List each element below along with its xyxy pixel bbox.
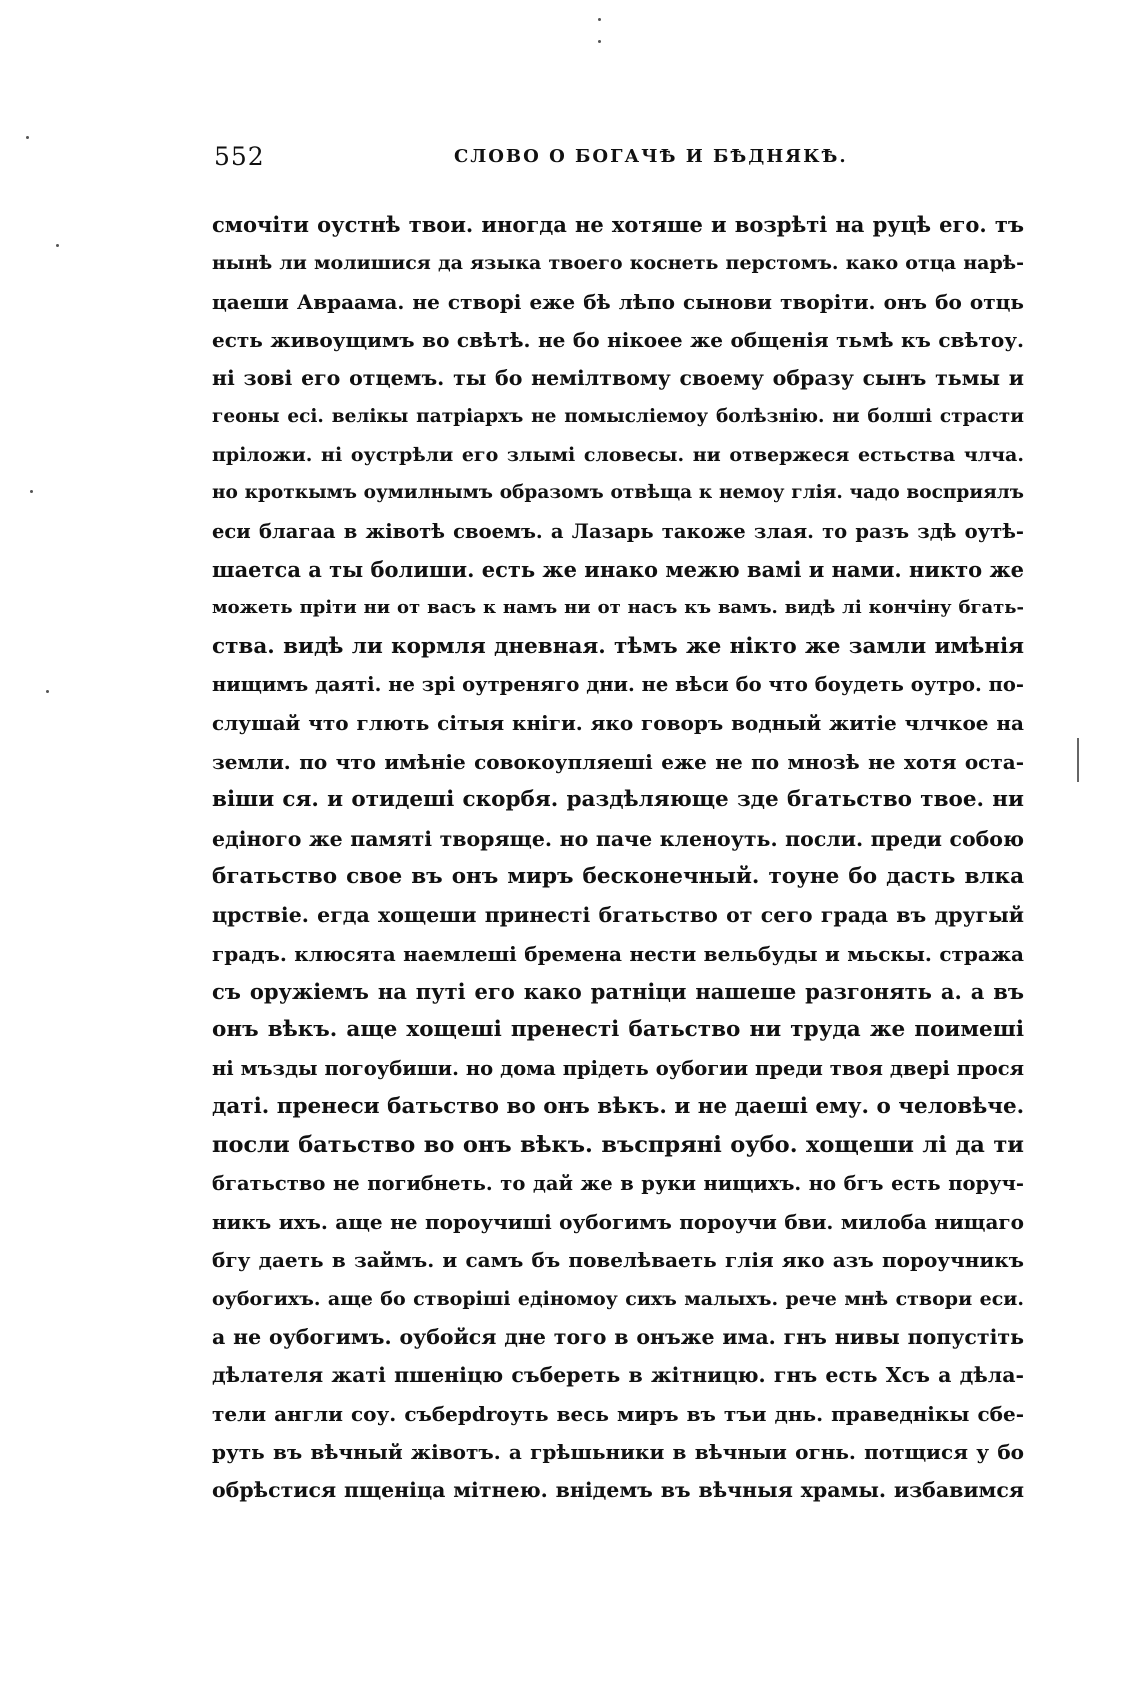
ink-speck bbox=[598, 18, 601, 21]
text-line: есть живоущимъ во свѣтѣ. не бо нікоее же общенія тьмѣ къ свѣтоу. bbox=[212, 328, 1024, 353]
text-line: шаетса а ты болиши. есть же инако межю вамі и нами. никто же bbox=[212, 557, 1024, 583]
running-title: СЛОВО О БОГАЧѢ И БѢДНЯКѢ. bbox=[454, 146, 848, 167]
text-line: обрѣстися пщеніца мітнею. внідемъ въ вѣчныя храмы. избавимся bbox=[212, 1478, 1024, 1503]
ink-speck bbox=[46, 690, 49, 693]
text-line: оубогихъ. аще бо створіші едіномоу сихъ малыхъ. рече мнѣ створи еси. bbox=[212, 1287, 1024, 1310]
text-line: руть въ вѣчный жівотъ. а грѣшьники в вѣчныи огнь. потщися у бо bbox=[212, 1440, 1024, 1464]
text-line: пріложи. ні оустрѣли его злымі словесы. ни отвержеся естьства члча. bbox=[212, 444, 1024, 467]
text-line: бгу даеть в займъ. и самъ бъ повелѣваеть глія яко азъ пороучникъ bbox=[212, 1248, 1024, 1273]
text-line: но кроткымъ оумилнымъ образомъ отвѣща к немоу глія. чадо восприялъ bbox=[212, 482, 1024, 504]
text-line: црствіе. егда хощеши принесті бгатьство от сего града въ другый bbox=[212, 903, 1024, 928]
page-number: 552 bbox=[214, 142, 265, 171]
text-line: віши ся. и отидеші скорбя. раздѣляюще зде бгатьство твое. ни bbox=[212, 787, 1024, 813]
text-line: градъ. клюсята наемлеші бремена нести вельбуды и мьскы. стража bbox=[212, 941, 1024, 966]
ink-speck bbox=[26, 136, 29, 139]
text-line: геоны есі. велікы патріархъ не помысліемоу болѣзнію. ни болші страсти bbox=[212, 405, 1024, 427]
ink-speck bbox=[30, 490, 33, 493]
body-text bbox=[212, 206, 1024, 1510]
text-line: бгатьство не погибнеть. то дай же в руки нищихъ. но бгъ есть поруч- bbox=[212, 1171, 1024, 1195]
text-line: а не оубогимъ. оубойся дне того в онъже има. гнъ нивы попустіть bbox=[212, 1324, 1024, 1349]
text-line: цаеши Авраама. не створі еже бѣ лѣпо сынови творіти. онъ бо отць bbox=[212, 289, 1024, 314]
text-line: еси благаа в жівотѣ своемъ. а Лазарь такоже злая. то разъ здѣ оутѣ- bbox=[212, 519, 1024, 543]
text-line: ні мъзды погоубиши. но дома прідеть оубогии преди твоя дверi прося bbox=[212, 1056, 1024, 1080]
text-line: дѣлателя жаті пшеніцю събереть в жітницю. гнъ есть Хсъ а дѣла- bbox=[212, 1363, 1024, 1388]
text-line: бгатьство свое въ онъ миръ бесконечный. тоуне бо дасть влка bbox=[212, 863, 1024, 889]
text-line: едіного же памяті творяще. но паче кленоуть. посли. преди собою bbox=[212, 826, 1024, 851]
text-line: земли. по что имѣніе совокоупляеші еже не по мнозѣ не хотя оста- bbox=[212, 749, 1024, 774]
text-line: смочіти оустнѣ твои. иногда не хотяше и возрѣті на руцѣ его. тъ bbox=[212, 212, 1024, 237]
ink-speck bbox=[56, 244, 59, 247]
text-line: нынѣ ли молишися да языка твоего коснеть перстомъ. како отца нарѣ- bbox=[212, 252, 1024, 275]
text-line: никъ ихъ. аще не пороучиші оубогимъ пороучи бви. милоба нищаго bbox=[212, 1209, 1024, 1234]
text-line: слушай что глють сітыя кніги. яко говоръ водный житіе члчкое на bbox=[212, 711, 1024, 736]
text-line: датi. пренеси батьство во онъ вѣкъ. и не даеші ему. о человѣче. bbox=[212, 1093, 1024, 1119]
text-line: можеть пріти ни от васъ к намъ ни от насъ къ вамъ. видѣ лі кончіну бгать- bbox=[212, 597, 1024, 619]
text-line: посли батьство во онъ вѣкъ. въспряні оубо. хощеши лі да ти bbox=[212, 1132, 1024, 1159]
text-line: ні зові его отцемъ. ты бо немілтвому своему образу сынъ тьмы и bbox=[212, 366, 1024, 391]
text-line: ства. видѣ ли кормля дневная. тѣмъ же нікто же замли имѣнія bbox=[212, 633, 1024, 659]
text-line: тели англи соу. съберdroуть весь миръ въ тъи днь. праведнікы сбе- bbox=[212, 1401, 1024, 1426]
text-line: съ оружіемъ на путі его како ратніци нашеше разгонять а. а въ bbox=[212, 978, 1024, 1004]
text-line: нищимъ даяті. не зрі оутреняго дни. не вѣси бо что боудеть оутро. по- bbox=[212, 673, 1024, 697]
ink-speck bbox=[598, 40, 601, 43]
page-header bbox=[214, 142, 1024, 182]
text-line: онъ вѣкъ. аще хощеші пренестi батьство ни труда же поимеші bbox=[212, 1017, 1024, 1043]
margin-mark bbox=[1077, 738, 1079, 782]
